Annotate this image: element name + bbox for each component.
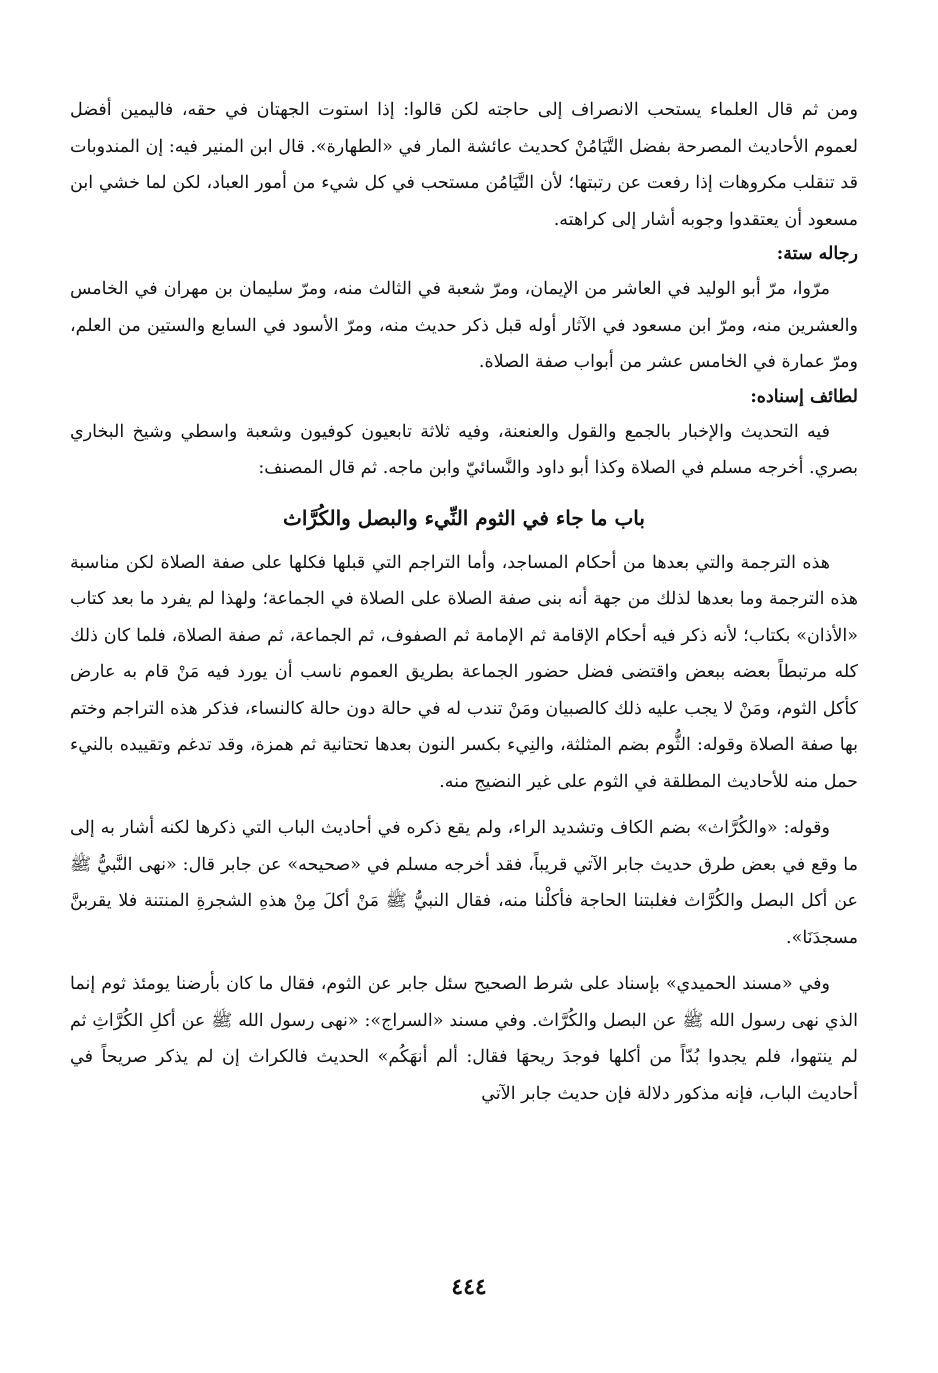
paragraph-gap <box>70 800 858 810</box>
chapter-paragraph-3: وفي «مسند الحميدي» بإسناد على شرط الصحيح سئل جابر عن الثوم، فقال ما كان بأرضنا يومئذ ثوم إنما الذي نهى رسول الله ﷺ عن البصل والكُرَّاث. وفي مسند «السراج»: «نهى رسول الله ﷺ عن أكلِ الكُرَّاثِ ثم لم ينتهوا، فلم يجدوا بُدّاً من أكلها فوجدَ ريحهَا فقال: ألم أنهَكُم» الحديث فالكراث إن لم يذكر صريحاً في أحاديث الباب، فإنه مذكور دلالة فإن حديث جابر الآتي <box>70 974 858 1104</box>
page-number: ٤٤٤ <box>451 1274 487 1300</box>
chapter-title: باب ما جاء في الثوم النِّيء والبصل والكُرَّاث <box>283 505 645 530</box>
paragraph-gap <box>70 956 858 966</box>
chapter-paragraph-2: وقوله: «والكُرَّاث» بضم الكاف وتشديد الراء، ولم يقع ذكره في أحاديث الباب التي ذكرها لكنه أشار به إلى ما وقع في بعض طرق حديث جابر الآتي قريباً، فقد أخرجه مسلم في «صحيحه» عن جابر قال: «نهى النَّبيُّ ﷺ عن أكل البصل والكُرَّاث فغلبتنا الحاجة فأكلْنا منه، فقال النبيُّ ﷺ مَنْ أكلَ مِنْ هذهِ الشجرةِ المنتنة فلا يقربنَّ مسجدَنَا». <box>70 818 858 948</box>
isnad-heading: لطائف إسناده: <box>750 386 858 407</box>
narrators-paragraph: مرّوا، مرّ أبو الوليد في العاشر من الإيمان، ومرّ شعبة في الثالث منه، ومرّ سليمان بن مهران في الخامس والعشرين منه، ومرّ ابن مسعود في الآثار أوله قبل ذكر حديث منه، ومرّ الأسود في السابع والستين من العلم، ومرّ عمارة في الخامس عشر من أبواب صفة الصلاة. <box>70 279 858 372</box>
intro-paragraph: ومن ثم قال العلماء يستحب الانصراف إلى حاجته لكن قالوا: إذا استوت الجهتان في حقه، فاليمين أفضل لعموم الأحاديث المصرحة بفضل التَّيَامُنْ كحديث عائشة المار في «الطهارة». قال ابن المنير فيه: إن المندوبات قد تنقلب مكروهات إذا رفعت عن رتبتها؛ لأن التَّيَامُن مستحب في كل شيء من أمور العباد، لكن لما خشي ابن مسعود أن يعتقدوا وجوبه أشار إلى كراهته. <box>70 100 858 230</box>
page-body <box>70 92 858 1112</box>
isnad-paragraph: فيه التحديث والإخبار بالجمع والقول والعنعنة، وفيه ثلاثة تابعيون كوفيون وشعبة واسطي وشيخ البخاري بصري. أخرجه مسلم في الصلاة وكذا أبو داود والنَّسائيّ وابن ماجه. ثم قال المصنف: <box>70 421 858 478</box>
chapter-paragraph-1: هذه الترجمة والتي بعدها من أحكام المساجد، وأما التراجم التي قبلها فكلها على صفة الصلاة لكن مناسبة هذه الترجمة وما بعدها لذلك من جهة أنه بنى صفة الصلاة على الصلاة في الجماعة؛ ولهذا لم يفرد ما بعد كتاب «الأذان» بكتاب؛ لأنه ذكر فيه أحكام الإقامة ثم الإمامة ثم الصفوف، ثم الجماعة، ثم صفة الصلاة، فلما كان ذلك كله مرتبطاً بعضه ببعض واقتضى فضل حضور الجماعة بطريق العموم ناسب أن يورد فيه مَنْ قام به عارض كأكل الثوم، ومَنْ لا يجب عليه ذلك كالصبيان ومَنْ تندب له في حالة دون حالة كالنساء، فذكر هذه التراجم وختم بها صفة الصلاة وقوله: الثُّوم بضم المثلثة، والنِيء بكسر النون بعدها تحتانية ثم همزة، وقد تدغم وتقييده بالنيء حمل منه للأحاديث المطلقة في الثوم على غير النضيج منه. <box>70 552 858 792</box>
narrators-heading: رجاله ستة: <box>776 244 858 264</box>
